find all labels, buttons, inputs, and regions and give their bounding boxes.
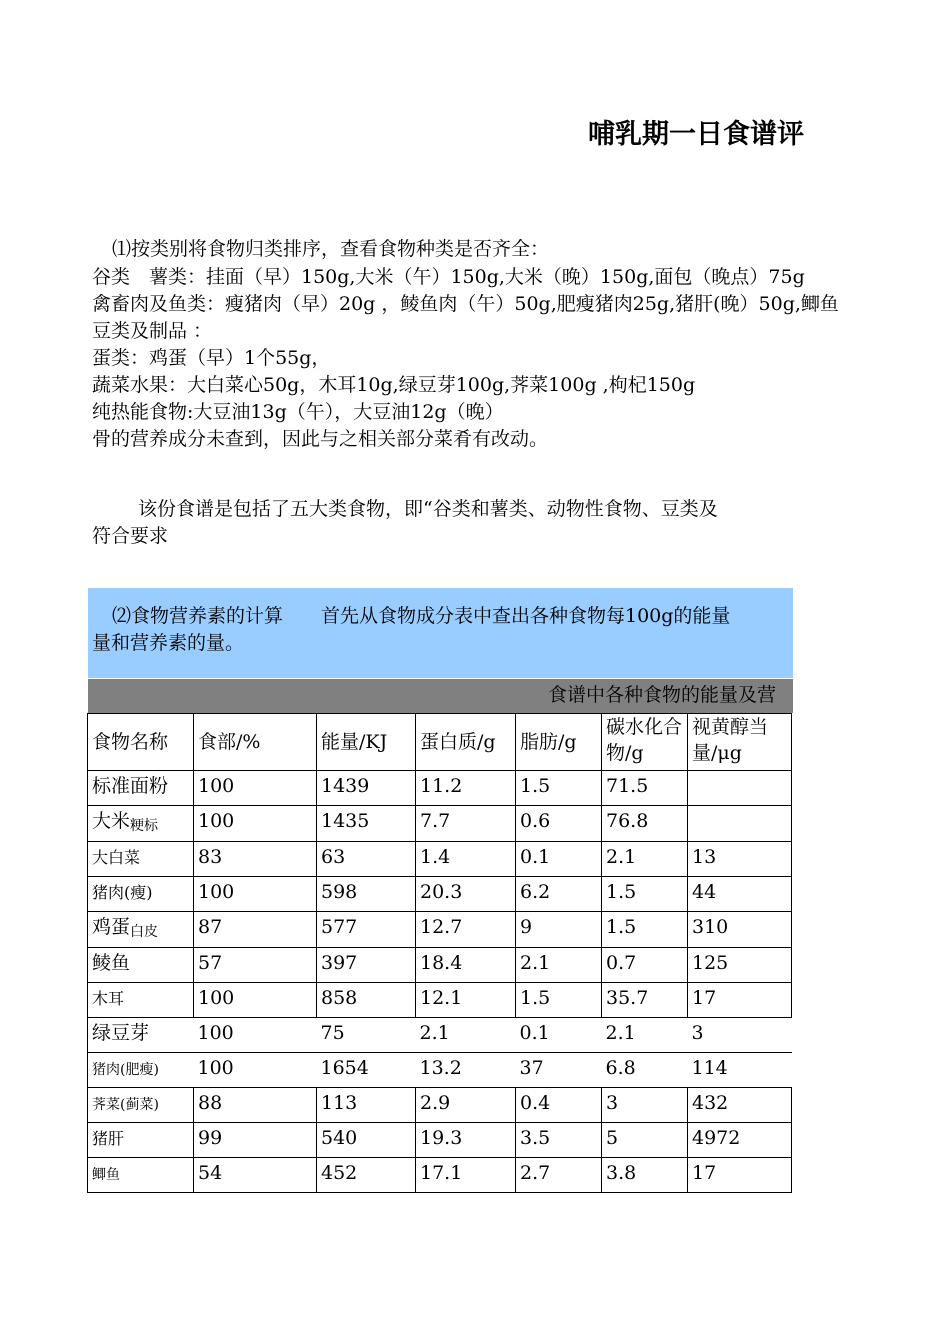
fat-cell: 3.5 [516,1123,602,1158]
retinol-cell: 310 [688,912,792,948]
energy-cell: 63 [317,842,416,877]
fat-cell: 0.4 [516,1088,602,1123]
table-row [88,948,792,983]
edible-portion-cell: 100 [194,983,317,1018]
retinol-cell: 432 [688,1088,792,1123]
retinol-cell: 3 [688,1018,792,1053]
food-group-grains: 谷类 薯类：挂面（早）150g,大米（午）150g,大米（晚）150g,面包（晚点）75g [92,266,805,288]
food-name: 大白菜 [92,848,141,867]
carbohydrate-cell: 71.5 [602,771,688,806]
retinol-cell: 13 [688,842,792,877]
carbohydrate-cell: 6.8 [602,1053,688,1088]
food-group-vegetables-fruit: 蔬菜水果：大白菜心50g，木耳10g,绿豆芽100g,荠菜100g ,枸杞150g [92,374,696,396]
food-group-meat-fish: 禽畜肉及鱼类：瘦猪肉（早）20g ，鲮鱼肉（午）50g,肥瘦猪肉25g,猪肝(晚）50g,鲫鱼 [92,293,839,315]
protein-cell: 2.9 [416,1088,516,1123]
nutrition-table [87,713,792,1193]
edible-portion-cell: 100 [194,806,317,842]
edible-portion-cell: 100 [194,877,317,912]
table-row [88,1088,792,1123]
food-name: 鲫鱼 [92,1167,120,1183]
header-protein: 蛋白质/g [416,714,516,771]
retinol-cell [688,771,792,806]
protein-cell: 11.2 [416,771,516,806]
section2-line-1: ⑵食物营养素的计算 首先从食物成分表中查出各种食物每100g的能量 [112,605,731,627]
header-food-name: 食物名称 [88,714,194,771]
food-name-cell [88,948,194,983]
food-name: 绿豆芽 [92,1022,150,1044]
header-retinol: 视黄醇当量/μg [688,714,792,771]
food-name-cell [88,1018,194,1053]
protein-cell: 1.4 [416,842,516,877]
header-fat: 脂肪/g [516,714,602,771]
food-variety: 粳标 [130,818,159,834]
summary-line-2: 符合要求 [92,525,169,547]
energy-cell: 1654 [317,1053,416,1088]
carbohydrate-cell: 1.5 [602,912,688,948]
food-name-cell [88,806,194,842]
food-group-pure-energy: 纯热能食物:大豆油13g（午），大豆油12g（晚） [92,401,504,423]
food-variety: 白皮 [130,924,159,940]
food-name-cell [88,1158,194,1193]
table-row [88,842,792,877]
table-row [88,877,792,912]
header-edible-portion: 食部/% [194,714,317,771]
table-row [88,806,792,842]
section1-heading: ⑴按类别将食物归类排序，查看食物种类是否齐全： [112,238,550,260]
carbohydrate-cell: 76.8 [602,806,688,842]
table-row [88,1158,792,1193]
table-row [88,983,792,1018]
protein-cell: 18.4 [416,948,516,983]
energy-cell: 1439 [317,771,416,806]
food-name: 大米 [92,810,131,832]
food-name: 猪肝 [92,1129,125,1148]
carbohydrate-cell: 3 [602,1088,688,1123]
edible-portion-cell: 54 [194,1158,317,1193]
table-row [88,1123,792,1158]
carbohydrate-cell: 35.7 [602,983,688,1018]
energy-cell: 598 [317,877,416,912]
section2-line-2: 量和营养素的量。 [92,632,245,654]
retinol-cell: 125 [688,948,792,983]
protein-cell: 20.3 [416,877,516,912]
food-name: 鸡蛋 [92,916,131,938]
table-header-row [88,714,792,771]
food-name-cell [88,1088,194,1123]
protein-cell: 13.2 [416,1053,516,1088]
energy-cell: 540 [317,1123,416,1158]
edible-portion-cell: 83 [194,842,317,877]
retinol-cell [688,806,792,842]
retinol-cell: 4972 [688,1123,792,1158]
carbohydrate-cell: 2.1 [602,842,688,877]
protein-cell: 12.1 [416,983,516,1018]
energy-cell: 75 [317,1018,416,1053]
carbohydrate-cell: 3.8 [602,1158,688,1193]
header-energy: 能量/KJ [317,714,416,771]
food-name: 标准面粉 [92,775,169,797]
food-name: 鲮鱼 [92,952,131,974]
table-row [88,1018,792,1053]
food-name: 猪肉(肥瘦) [92,1062,159,1078]
edible-portion-cell: 88 [194,1088,317,1123]
energy-cell: 577 [317,912,416,948]
food-name-cell [88,842,194,877]
food-group-eggs: 蛋类：鸡蛋（早）1个55g， [92,347,331,369]
table-title: 食谱中各种食物的能量及营 [548,684,777,706]
food-name: 木耳 [92,989,125,1008]
fat-cell: 9 [516,912,602,948]
food-name-cell [88,771,194,806]
table-row [88,771,792,806]
food-group-beans: 豆类及制品 ： [92,320,213,342]
food-name: 荠菜(蓟菜) [92,1097,159,1113]
energy-cell: 397 [317,948,416,983]
protein-cell: 19.3 [416,1123,516,1158]
food-name-cell [88,912,194,948]
retinol-cell: 17 [688,983,792,1018]
fat-cell: 2.7 [516,1158,602,1193]
edible-portion-cell: 100 [194,1018,317,1053]
edible-portion-cell: 99 [194,1123,317,1158]
fat-cell: 1.5 [516,771,602,806]
protein-cell: 7.7 [416,806,516,842]
carbohydrate-cell: 2.1 [602,1018,688,1053]
carbohydrate-cell: 0.7 [602,948,688,983]
fat-cell: 0.1 [516,1018,602,1053]
protein-cell: 2.1 [416,1018,516,1053]
edible-portion-cell: 57 [194,948,317,983]
food-name: 猪肉(瘦) [92,883,153,902]
fat-cell: 0.6 [516,806,602,842]
retinol-cell: 17 [688,1158,792,1193]
summary-line-1: 该份食谱是包括了五大类食物，即“谷类和薯类、动物性食物、豆类及 [138,498,718,520]
food-name-cell [88,1053,194,1088]
header-carbohydrate: 碳水化合物/g [602,714,688,771]
retinol-cell: 114 [688,1053,792,1088]
table-row [88,912,792,948]
fat-cell: 2.1 [516,948,602,983]
protein-cell: 12.7 [416,912,516,948]
energy-cell: 113 [317,1088,416,1123]
energy-cell: 858 [317,983,416,1018]
note-line: 骨的营养成分未查到，因此与之相关部分菜肴有改动。 [92,428,549,450]
edible-portion-cell: 100 [194,771,317,806]
carbohydrate-cell: 5 [602,1123,688,1158]
edible-portion-cell: 100 [194,1053,317,1088]
fat-cell: 0.1 [516,842,602,877]
table-row [88,1053,792,1088]
food-name-cell [88,983,194,1018]
retinol-cell: 44 [688,877,792,912]
food-name-cell [88,1123,194,1158]
carbohydrate-cell: 1.5 [602,877,688,912]
food-name-cell [88,877,194,912]
energy-cell: 1435 [317,806,416,842]
energy-cell: 452 [317,1158,416,1193]
fat-cell: 37 [516,1053,602,1088]
page-title: 哺乳期一日食谱评 [588,119,804,150]
protein-cell: 17.1 [416,1158,516,1193]
fat-cell: 6.2 [516,877,602,912]
fat-cell: 1.5 [516,983,602,1018]
edible-portion-cell: 87 [194,912,317,948]
